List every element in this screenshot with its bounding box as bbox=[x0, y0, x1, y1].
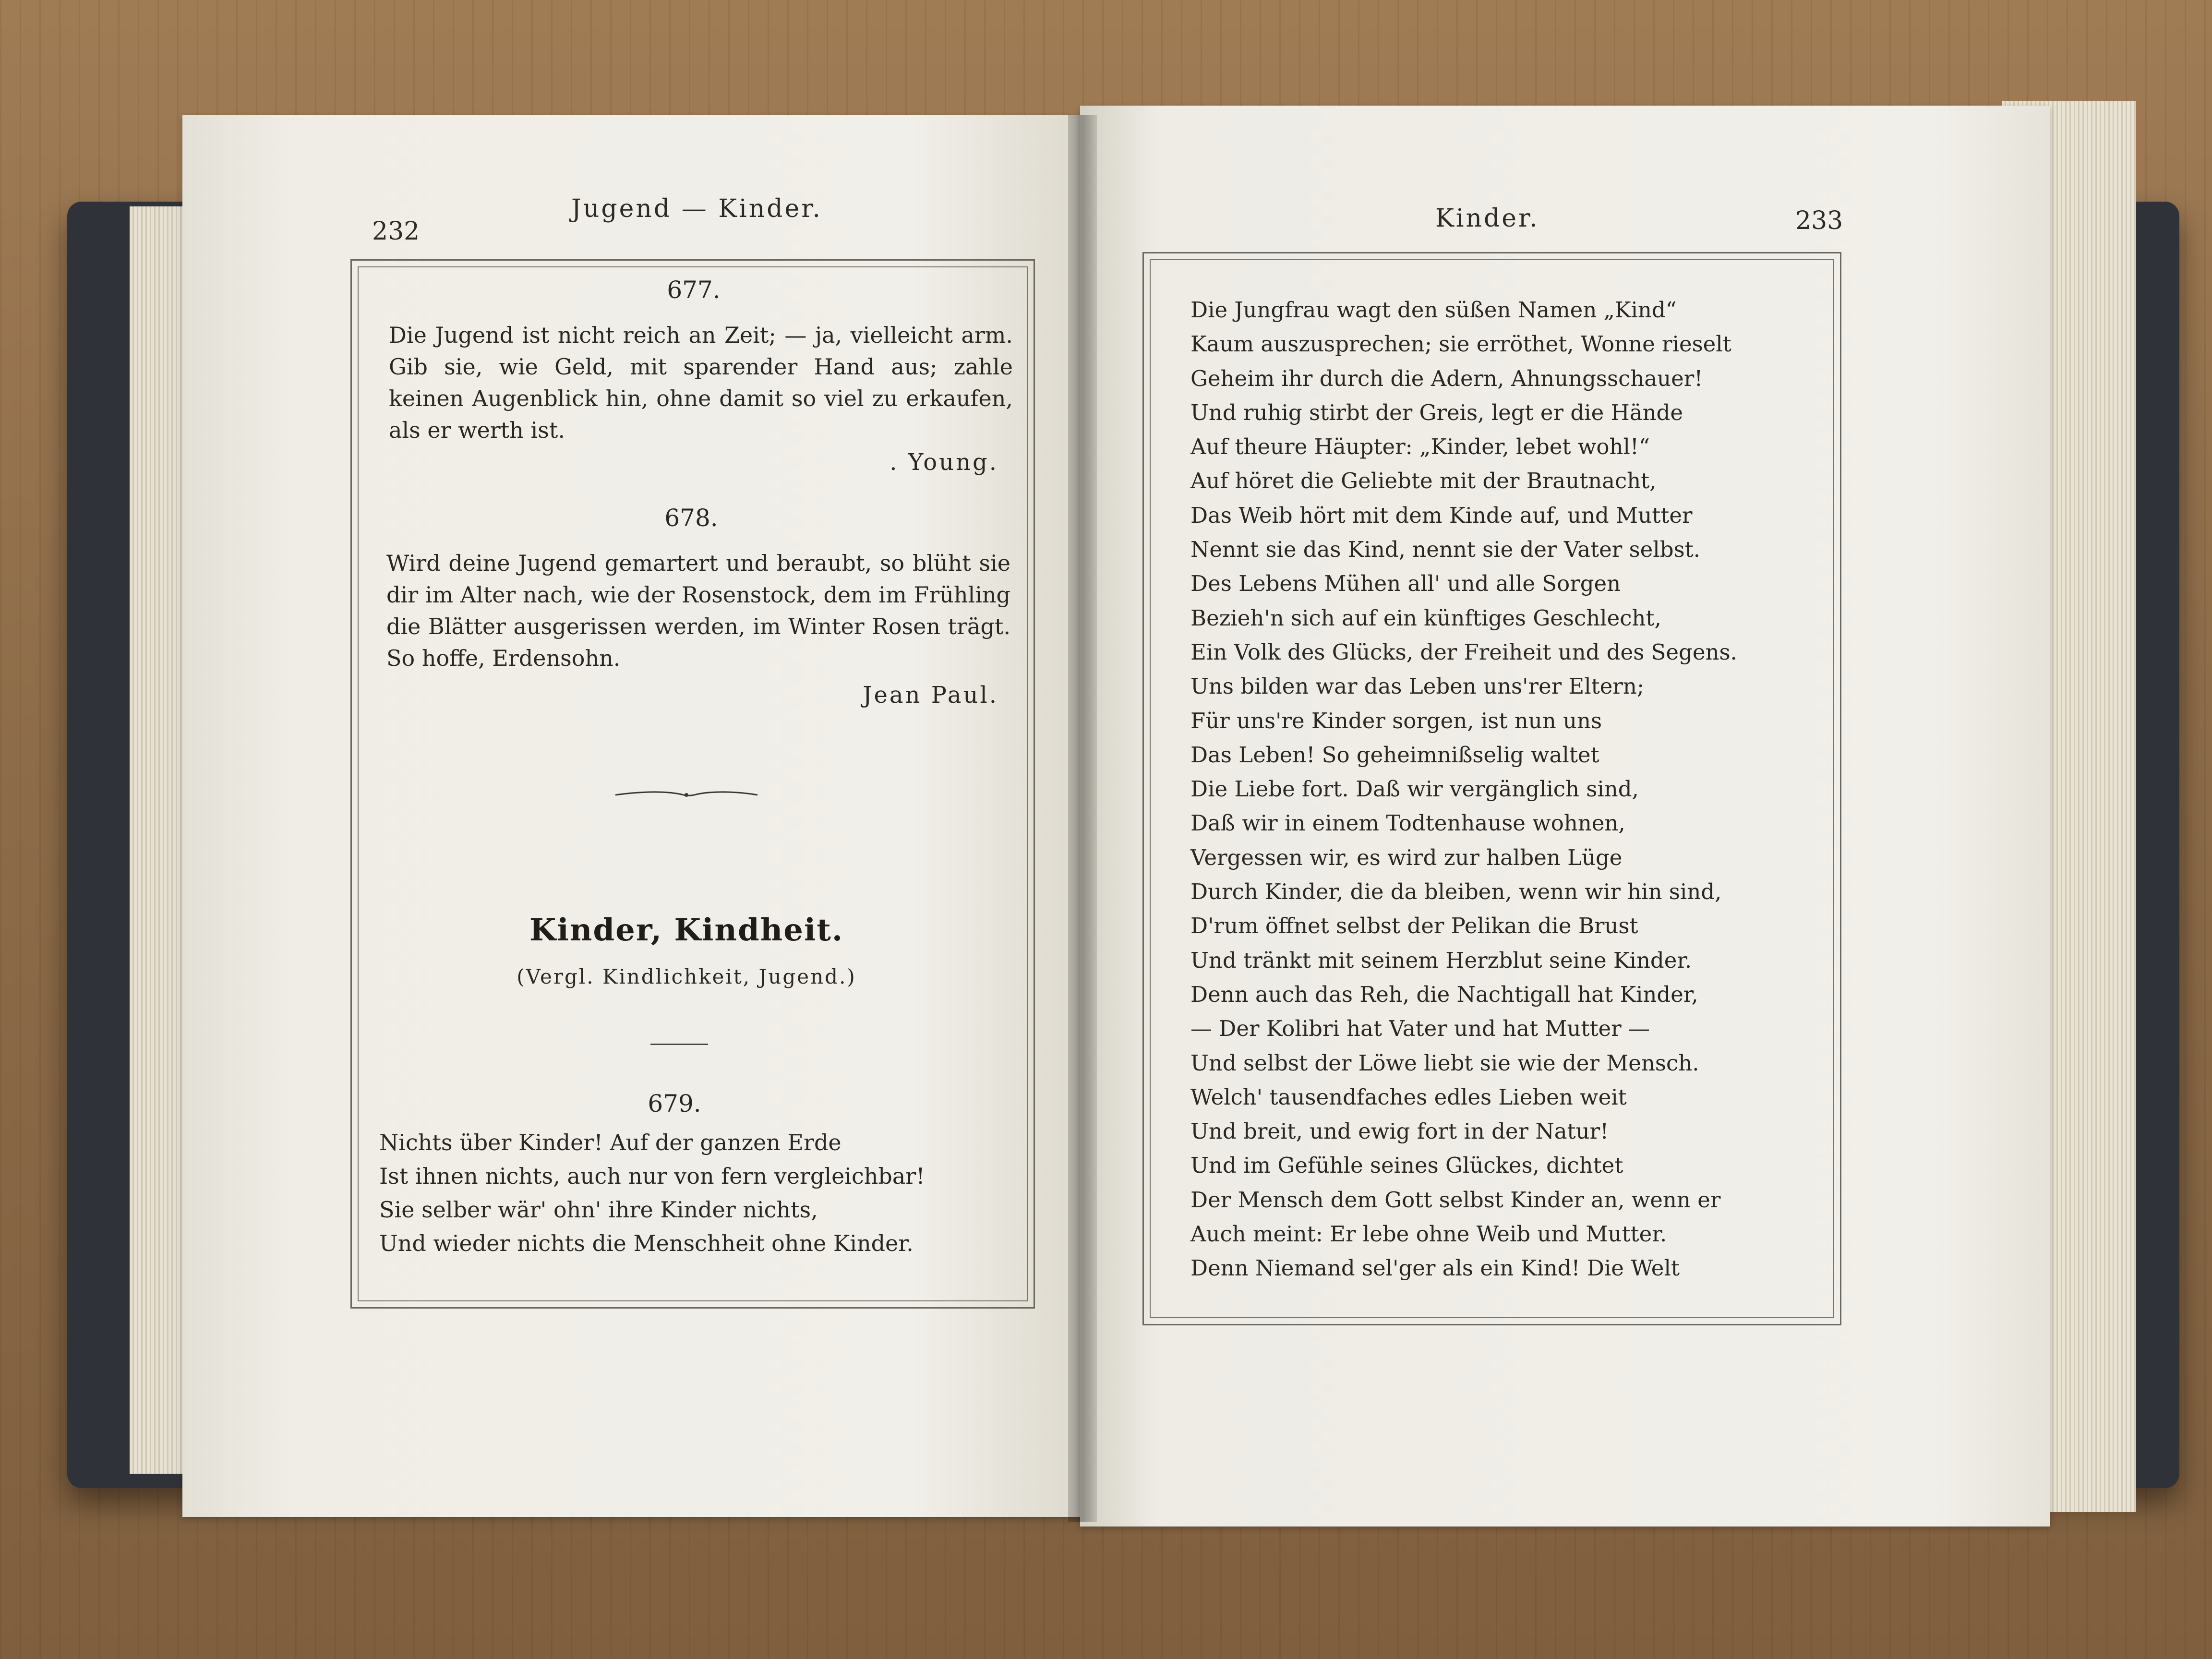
verse-line: Und ruhig stirbt der Greis, legt er die Hände bbox=[1190, 399, 1683, 425]
right-page-number: 233 bbox=[1795, 206, 1843, 235]
section-subtitle: (Vergl. Kindlichkeit, Jugend.) bbox=[517, 965, 856, 988]
entry-number-677: 677. bbox=[667, 276, 721, 304]
verse-line: Nennt sie das Kind, nennt sie der Vater selbst. bbox=[1190, 537, 1700, 563]
verse-line: Durch Kinder, die da bleiben, wenn wir hin sind, bbox=[1190, 879, 1722, 905]
verse-line: Denn auch das Reh, die Nachtigall hat Kinder, bbox=[1190, 981, 1698, 1007]
verse-line: Auf theure Häupter: „Kinder, lebet wohl!“ bbox=[1190, 434, 1650, 460]
verse-line: Die Liebe fort. Daß wir vergänglich sind, bbox=[1190, 776, 1639, 802]
entry-author-677: . Young. bbox=[890, 449, 998, 476]
verse-line: Auch meint: Er lebe ohne Weib und Mutter. bbox=[1190, 1221, 1667, 1247]
verse-line: Und tränkt mit seinem Herzblut seine Kinder. bbox=[1190, 947, 1692, 973]
verse-line: D'rum öffnet selbst der Pelikan die Brust bbox=[1190, 913, 1638, 939]
verse-line: Nichts über Kinder! Auf der ganzen Erde bbox=[379, 1130, 842, 1155]
left-page-number: 232 bbox=[372, 217, 420, 246]
verse-line: Für uns're Kinder sorgen, ist nun uns bbox=[1190, 708, 1602, 733]
verse-line: Das Leben! So geheimnißselig waltet bbox=[1190, 742, 1599, 768]
entry-author-678: Jean Paul. bbox=[863, 682, 998, 709]
verse-line: Und wieder nichts die Menschheit ohne Kinder. bbox=[379, 1230, 914, 1256]
verse-line: Und breit, und ewig fort in der Natur! bbox=[1190, 1118, 1609, 1144]
section-title: Kinder, Kindheit. bbox=[529, 912, 844, 948]
left-running-header: Jugend — Kinder. bbox=[571, 194, 822, 223]
ornament-divider bbox=[614, 787, 758, 802]
verse-line: Und selbst der Löwe liebt sie wie der Mensch. bbox=[1190, 1050, 1699, 1076]
verse-line: Ein Volk des Glücks, der Freiheit und des Segens. bbox=[1190, 639, 1737, 665]
verse-line: Kaum auszusprechen; sie erröthet, Wonne rieselt bbox=[1190, 331, 1731, 357]
verse-line: Denn Niemand sel'ger als ein Kind! Die Welt bbox=[1190, 1255, 1680, 1281]
book-gutter bbox=[1068, 115, 1097, 1522]
verse-line: Und im Gefühle seines Glückes, dichtet bbox=[1190, 1153, 1623, 1178]
verse-line: Sie selber wär' ohn' ihre Kinder nichts, bbox=[379, 1197, 818, 1223]
verse-line: Daß wir in einem Todtenhause wohnen, bbox=[1190, 810, 1625, 836]
verse-line: Die Jungfrau wagt den süßen Namen „Kind“ bbox=[1190, 297, 1677, 323]
verse-line: Des Lebens Mühen all' und alle Sorgen bbox=[1190, 571, 1621, 597]
section-rule bbox=[650, 1044, 708, 1045]
verse-line: Welch' tausendfaches edles Lieben weit bbox=[1190, 1084, 1627, 1110]
verse-line: Ist ihnen nichts, auch nur von fern vergleichbar! bbox=[379, 1163, 925, 1189]
verse-line: Uns bilden war das Leben uns'rer Eltern; bbox=[1190, 673, 1645, 699]
entry-text-677: Die Jugend ist nicht reich an Zeit; — ja, vielleicht arm. Gib sie, wie Geld, mit sparender Hand aus; zahle keinen Augenblick hin, ohne damit so viel zu erkaufen, als er werth ist. bbox=[389, 322, 1013, 443]
verse-line: Bezieh'n sich auf ein künftiges Geschlecht, bbox=[1190, 605, 1661, 631]
verse-line: Geheim ihr durch die Adern, Ahnungsschauer! bbox=[1190, 365, 1703, 391]
verse-line: Das Weib hört mit dem Kinde auf, und Mutter bbox=[1190, 502, 1693, 528]
entry-number-678: 678. bbox=[664, 504, 718, 532]
right-page-verse bbox=[1190, 293, 1824, 1286]
entry-text-678: Wird deine Jugend gemartert und beraubt, so blüht sie dir im Alter nach, wie der Rosenstock, dem im Frühling die Blätter ausgerissen werden, im Winter Rosen trägt. So hoffe, Erdensohn. bbox=[386, 550, 1010, 671]
verse-line: Auf höret die Geliebte mit der Brautnacht, bbox=[1190, 468, 1657, 494]
verse-line: Vergessen wir, es wird zur halben Lüge bbox=[1190, 844, 1623, 870]
entry-number-679: 679. bbox=[648, 1090, 701, 1118]
right-running-header: Kinder. bbox=[1435, 204, 1539, 233]
entry-verse-679 bbox=[379, 1126, 984, 1260]
verse-line: — Der Kolibri hat Vater und hat Mutter — bbox=[1190, 1016, 1650, 1042]
verse-line: Der Mensch dem Gott selbst Kinder an, wenn er bbox=[1190, 1187, 1721, 1213]
